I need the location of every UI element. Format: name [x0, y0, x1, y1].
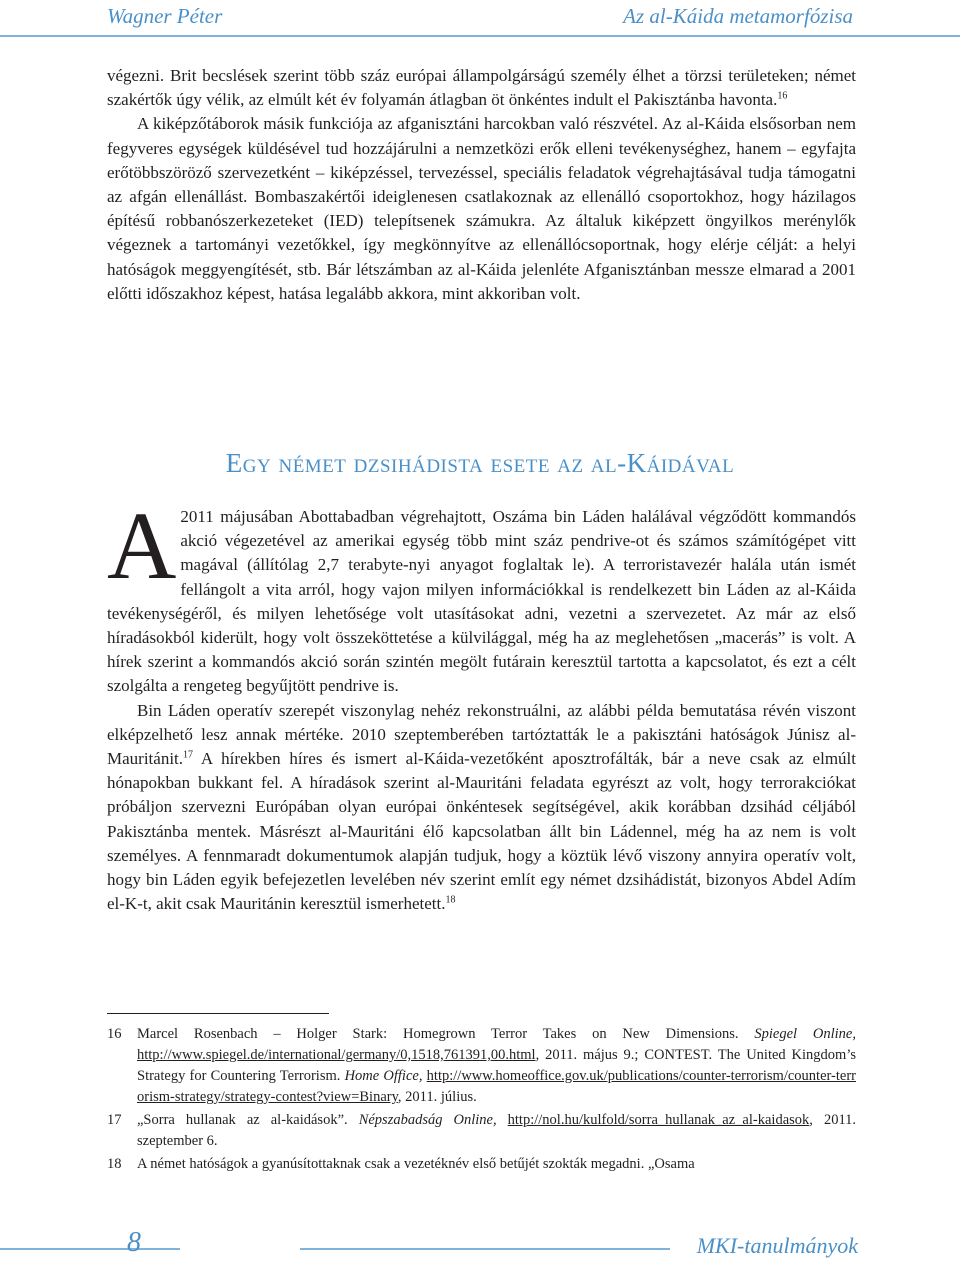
footnote-ref[interactable]: 17: [183, 749, 194, 761]
page-header: [0, 0, 960, 34]
footnote-ref[interactable]: 16: [777, 90, 788, 102]
footer-rule-right: [300, 1248, 670, 1250]
footnote-link[interactable]: http://nol.hu/kulfold/sorra_hullanak_az_al-kaidasok: [507, 1112, 810, 1128]
footnote-17: 17 „Sorra hullanak az al-kaidások”. Népszabadság Online, http://nol.hu/kulfold/sorra_hullanak_az_al-kaidasok, 2011. szeptember 6.: [107, 1112, 857, 1149]
paragraph: A kiképzőtáborok másik funkciója az afganisztáni harcokban való részvétel. Az al-Káida elsősorban nem fegyveres egységek küldésével tud hozzájárulni a nemzetközi erők elleni tevékenységhez, hanem – egyfajta erőtöbbszöröző szervezetként – kiképzéssel, tervezéssel, speciális feladatok végrehajtásával tudja támogatni az afgán ellenállást. Bombaszakértői ideiglenesen csatlakoznak az ellenálló csoportokhoz, hogy házilagos építésű robbanószerkezeteket (IED) telepítsenek számukra. Az általuk kiképzett öngyilkos merénylők végeznek a tartományi vezetőkkel, így megkönnyítve az ellenállócsoportnak, hogy elérje célját: a helyi hatóságok meggyengítését, stb. Bár létszámban az al-Káida jelenléte Afganisztánban messze elmarad a 2001 előtti időszakhoz képest, hatása legalább akkora, mint akkoriban volt.: [107, 114, 856, 303]
section-heading: Egy német dzsihádista esete az al-Káidával: [225, 448, 735, 478]
paragraph: Bin Láden operatív szerepét viszonylag nehéz rekonstruálni, az alábbi példa bemutatása révén viszont elképzelhető lesz annak mértéke. 2010 szeptemberében tartóztatták le a pakisztáni hatóságok Júnisz al-Mauritánit.$^{17}$ A hírekben híres és ismert al-Káida-vezetőként aposztrofálták, bár a neve csak az elmúlt hónapokban bukkant fel. A híradások szerint al-Mauritáni feladata egyrészt az volt, hogy terrorakciókat próbáljon szervezni Európában olyan európai önkéntesek segítségével, akik korábban dzsihád céljából Pakisztánba mentek. Másrészt al-Mauritáni élő kapcsolatban állt bin Ládennel, még ha az nem is volt személyes. A fennmaradt dokumentumok alapján tudjuk, hogy a köztük lévő viszony annyira operatív volt, hogy bin Láden egyik befejezetlen levelében név szerint említ egy német dzsihádistát, bizonyos Abdel Adím el-K-t, akit csak Mauritánin keresztül ismerhetett.$^{18}$: [107, 700, 856, 914]
header-author: Wagner Péter: [107, 4, 223, 28]
footnotes: [107, 1024, 856, 1177]
page-number: 8: [127, 1227, 141, 1258]
section-2: [107, 492, 856, 916]
paragraph: végezni. Brit becslések szerint több száz európai állampolgárságú személy élhet a törzsi területeken; német szakértők úgy vélik, az elmúlt két év folyamán átlagban öt önkéntes indult el Pakisztánba havonta.$^{16}$: [107, 66, 856, 110]
footnote-link[interactable]: http://www.spiegel.de/international/germany/0,1518,761391,00.html: [137, 1047, 536, 1063]
footnote-link[interactable]: http://www.homeoffice.gov.uk/publications/counter-terrorism/counter-terrorism-strategy/strategy-contest?view=Binary: [137, 1068, 857, 1105]
footnote-rule: [107, 1013, 329, 1014]
footer-rule-left: [0, 1248, 180, 1250]
header-title: Az al-Káida metamorfózisa: [623, 4, 853, 28]
footnote-18: 18 A német hatóságok a gyanúsítottaknak csak a vezetéknév első betűjét szokták megadni. „Osama: [107, 1156, 695, 1172]
footer-publication: MKI-tanulmányok: [696, 1233, 858, 1258]
section-1: [107, 64, 856, 306]
footnote-16: 16 Marcel Rosenbach – Holger Stark: Homegrown Terror Takes on New Dimensions. Spiegel Online, http://www.spiegel.de/international/germany/0,1518,761391,00.html, 2011. május 9.; CONTEST. The United Kingdom’s Strategy for Countering Terrorism. Home Office, http://www.homeoffice.gov.uk/publications/counter-terrorism/counter-terrorism-strategy/strategy-contest?view=Binary, 2011. július.: [107, 1026, 857, 1105]
paragraph: A 2011 májusában Abottabadban végrehajtott, Oszáma bin Láden halálával végződött kommandós akció végezetével az amerikai egység több mint száz pendrive-ot és számos számítógépet vitt magával (állítólag 2,7 terabyte-nyi anyagot foglaltak le). A terroristavezér halála után ismét fellángolt a vita arról, hogy vajon milyen információkkal is rendelkezett bin Láden az al-Káida tevékenységéről, és milyen lehetősége volt utasításokat adni, vezetni a szervezetet. Az már az első híradásokból kiderült, hogy volt összeköttetése a külvilággal, még ha az meglehetősen „macerás” is volt. A hírek szerint a kommandós akció során szintén megölt futárain keresztül tartotta a kapcsolatot, és ezt a célt szolgálta a rengeteg begyűjtött pendrive is.: [107, 492, 856, 696]
header-rule: [0, 35, 960, 37]
drop-cap: A: [107, 492, 177, 599]
footnote-ref[interactable]: 18: [445, 894, 456, 906]
